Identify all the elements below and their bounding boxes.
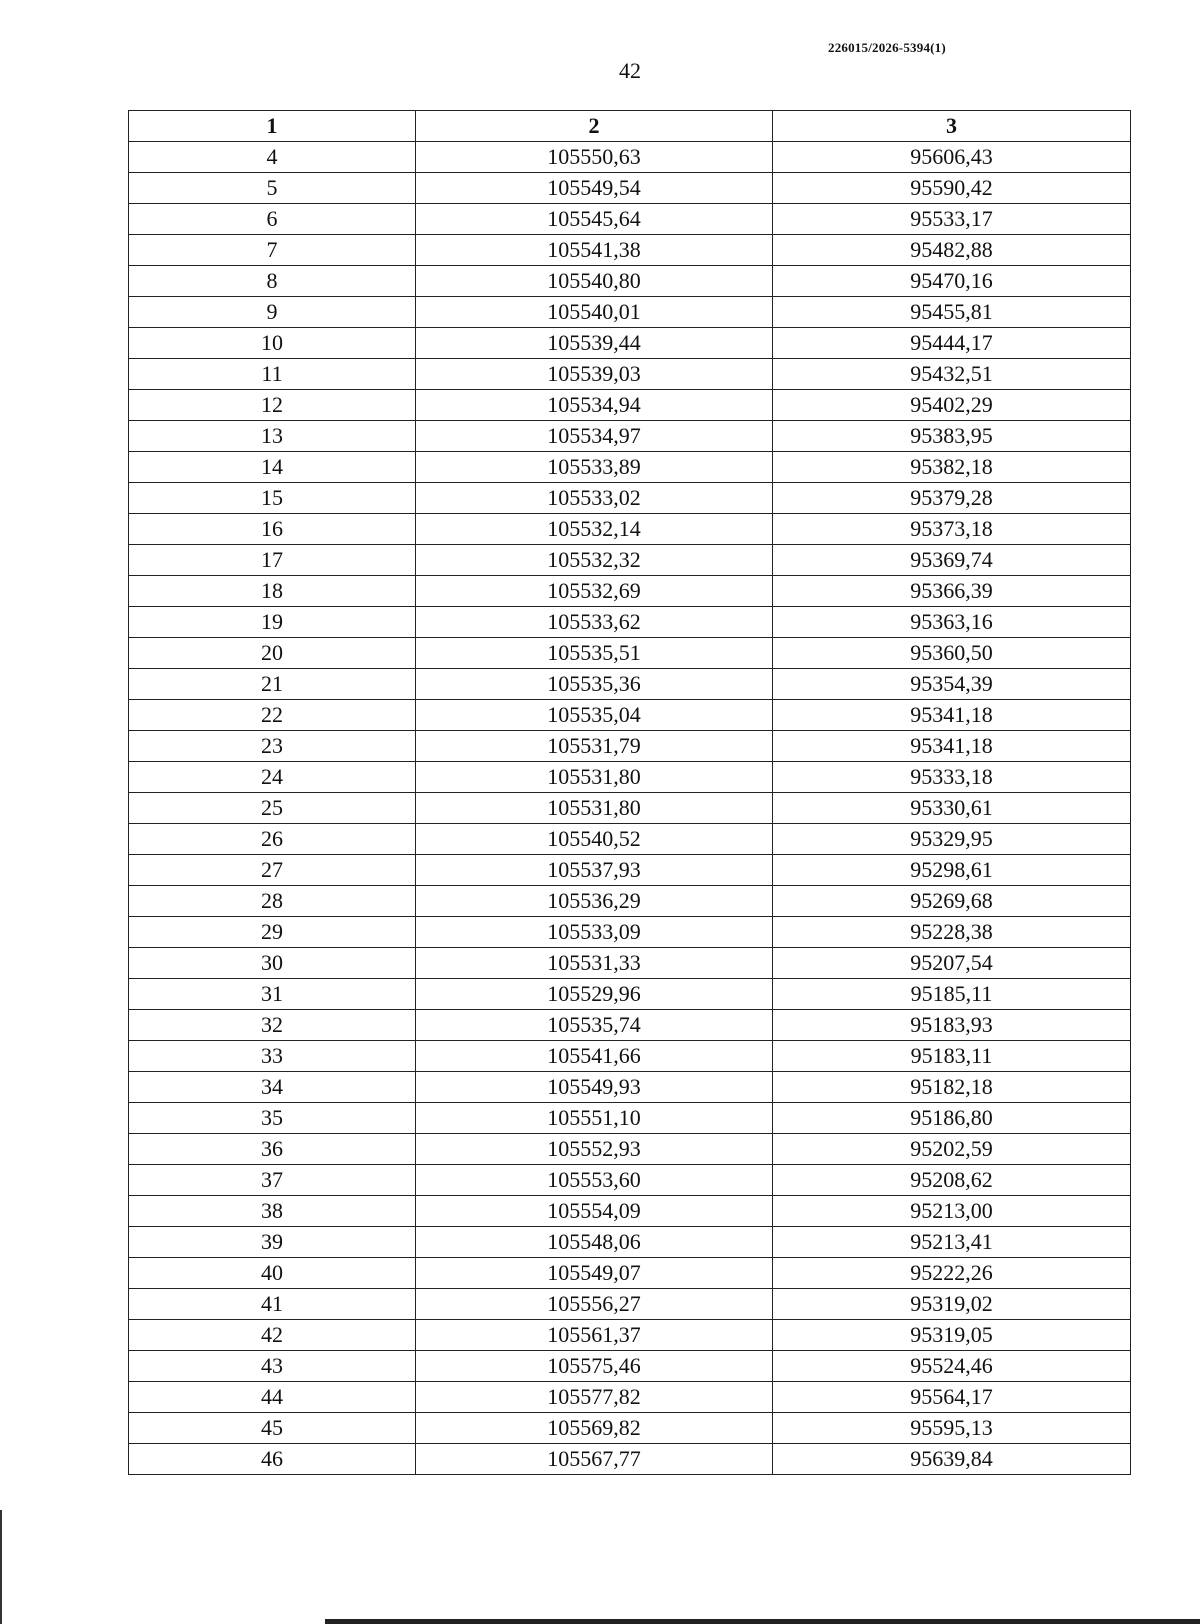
table-cell: 38 xyxy=(129,1196,416,1227)
column-header: 3 xyxy=(773,111,1131,142)
table-cell: 21 xyxy=(129,669,416,700)
table-row xyxy=(129,514,1131,545)
table-cell: 15 xyxy=(129,483,416,514)
table-cell: 105549,07 xyxy=(416,1258,773,1289)
table-row xyxy=(129,545,1131,576)
table-cell: 28 xyxy=(129,886,416,917)
table-cell: 7 xyxy=(129,235,416,266)
table-cell: 95213,00 xyxy=(773,1196,1131,1227)
table-row xyxy=(129,1351,1131,1382)
table-cell: 105539,44 xyxy=(416,328,773,359)
table-cell: 23 xyxy=(129,731,416,762)
table-row xyxy=(129,1444,1131,1475)
table-cell: 95360,50 xyxy=(773,638,1131,669)
table-cell: 46 xyxy=(129,1444,416,1475)
table-cell: 95354,39 xyxy=(773,669,1131,700)
table-cell: 95564,17 xyxy=(773,1382,1131,1413)
table-cell: 95379,28 xyxy=(773,483,1131,514)
column-header: 1 xyxy=(129,111,416,142)
table-cell: 95363,16 xyxy=(773,607,1131,638)
coordinates-table xyxy=(128,110,1131,1475)
table-row xyxy=(129,762,1131,793)
table-row xyxy=(129,328,1131,359)
table-cell: 13 xyxy=(129,421,416,452)
table-cell: 39 xyxy=(129,1227,416,1258)
table-cell: 16 xyxy=(129,514,416,545)
table-row xyxy=(129,142,1131,173)
table-cell: 105535,74 xyxy=(416,1010,773,1041)
table-cell: 105539,03 xyxy=(416,359,773,390)
table-cell: 12 xyxy=(129,390,416,421)
table-cell: 6 xyxy=(129,204,416,235)
scan-bottom-border xyxy=(325,1619,1200,1624)
table-cell: 36 xyxy=(129,1134,416,1165)
table-row xyxy=(129,948,1131,979)
table-row xyxy=(129,793,1131,824)
table-cell: 24 xyxy=(129,762,416,793)
table-cell: 18 xyxy=(129,576,416,607)
table-cell: 95524,46 xyxy=(773,1351,1131,1382)
table-row xyxy=(129,204,1131,235)
table-cell: 105540,52 xyxy=(416,824,773,855)
table-cell: 95341,18 xyxy=(773,700,1131,731)
table-cell: 26 xyxy=(129,824,416,855)
table-row xyxy=(129,979,1131,1010)
table-cell: 95186,80 xyxy=(773,1103,1131,1134)
table-row xyxy=(129,1134,1131,1165)
table-cell: 95444,17 xyxy=(773,328,1131,359)
table-row xyxy=(129,1258,1131,1289)
table-cell: 10 xyxy=(129,328,416,359)
table-cell: 9 xyxy=(129,297,416,328)
table-cell: 20 xyxy=(129,638,416,669)
table-row xyxy=(129,1227,1131,1258)
table-cell: 8 xyxy=(129,266,416,297)
table-cell: 31 xyxy=(129,979,416,1010)
table-cell: 95183,11 xyxy=(773,1041,1131,1072)
table-cell: 95366,39 xyxy=(773,576,1131,607)
table-cell: 105535,04 xyxy=(416,700,773,731)
table-row xyxy=(129,1320,1131,1351)
table-row xyxy=(129,917,1131,948)
table-cell: 105531,80 xyxy=(416,762,773,793)
table-cell: 19 xyxy=(129,607,416,638)
table-cell: 105536,29 xyxy=(416,886,773,917)
table-cell: 95213,41 xyxy=(773,1227,1131,1258)
table-cell: 105556,27 xyxy=(416,1289,773,1320)
table-cell: 105533,09 xyxy=(416,917,773,948)
table-cell: 105551,10 xyxy=(416,1103,773,1134)
column-header: 2 xyxy=(416,111,773,142)
table-cell: 105540,01 xyxy=(416,297,773,328)
table-cell: 95329,95 xyxy=(773,824,1131,855)
table-row xyxy=(129,700,1131,731)
table-cell: 105554,09 xyxy=(416,1196,773,1227)
table-row xyxy=(129,421,1131,452)
table-cell: 95383,95 xyxy=(773,421,1131,452)
table-cell: 105569,82 xyxy=(416,1413,773,1444)
table-cell: 95182,18 xyxy=(773,1072,1131,1103)
table-cell: 11 xyxy=(129,359,416,390)
table-cell: 43 xyxy=(129,1351,416,1382)
table-cell: 32 xyxy=(129,1010,416,1041)
document-id: 226015/2026-5394(1) xyxy=(828,40,946,55)
table-cell: 105529,96 xyxy=(416,979,773,1010)
table-cell: 41 xyxy=(129,1289,416,1320)
table-cell: 105550,63 xyxy=(416,142,773,173)
table-cell: 95208,62 xyxy=(773,1165,1131,1196)
table-cell: 95269,68 xyxy=(773,886,1131,917)
table-row xyxy=(129,1196,1131,1227)
table-row xyxy=(129,669,1131,700)
table-cell: 35 xyxy=(129,1103,416,1134)
table-cell: 37 xyxy=(129,1165,416,1196)
table-cell: 105533,02 xyxy=(416,483,773,514)
table-cell: 95341,18 xyxy=(773,731,1131,762)
table-cell: 95330,61 xyxy=(773,793,1131,824)
table-cell: 17 xyxy=(129,545,416,576)
table-cell: 95373,18 xyxy=(773,514,1131,545)
table-cell: 95432,51 xyxy=(773,359,1131,390)
table-cell: 105537,93 xyxy=(416,855,773,886)
table-cell: 95207,54 xyxy=(773,948,1131,979)
table-body xyxy=(129,142,1131,1475)
table-cell: 95533,17 xyxy=(773,204,1131,235)
table-header-row xyxy=(129,111,1131,142)
table-row xyxy=(129,1041,1131,1072)
table-cell: 105575,46 xyxy=(416,1351,773,1382)
table-cell: 95319,05 xyxy=(773,1320,1131,1351)
table-row xyxy=(129,1103,1131,1134)
table-cell: 105532,32 xyxy=(416,545,773,576)
table-cell: 30 xyxy=(129,948,416,979)
table-cell: 95369,74 xyxy=(773,545,1131,576)
table-cell: 5 xyxy=(129,173,416,204)
table-row xyxy=(129,235,1131,266)
table-cell: 34 xyxy=(129,1072,416,1103)
table-cell: 25 xyxy=(129,793,416,824)
table-cell: 45 xyxy=(129,1413,416,1444)
table-row xyxy=(129,886,1131,917)
table-row xyxy=(129,1382,1131,1413)
table-cell: 105535,51 xyxy=(416,638,773,669)
table-cell: 95455,81 xyxy=(773,297,1131,328)
table-cell: 105531,79 xyxy=(416,731,773,762)
table-row xyxy=(129,1010,1131,1041)
table-cell: 29 xyxy=(129,917,416,948)
table-cell: 95639,84 xyxy=(773,1444,1131,1475)
table-cell: 105545,64 xyxy=(416,204,773,235)
table-row xyxy=(129,266,1131,297)
table-cell: 95228,38 xyxy=(773,917,1131,948)
table-cell: 95590,42 xyxy=(773,173,1131,204)
table-cell: 105567,77 xyxy=(416,1444,773,1475)
table-row xyxy=(129,483,1131,514)
table-row xyxy=(129,173,1131,204)
table-cell: 44 xyxy=(129,1382,416,1413)
table-row xyxy=(129,607,1131,638)
table-cell: 105552,93 xyxy=(416,1134,773,1165)
table-cell: 105534,94 xyxy=(416,390,773,421)
table-row xyxy=(129,1072,1131,1103)
table-cell: 95202,59 xyxy=(773,1134,1131,1165)
table-row xyxy=(129,390,1131,421)
table-row xyxy=(129,824,1131,855)
table-cell: 33 xyxy=(129,1041,416,1072)
table-cell: 95183,93 xyxy=(773,1010,1131,1041)
table-cell: 105540,80 xyxy=(416,266,773,297)
scan-edge-mark xyxy=(0,1510,2,1624)
table-cell: 4 xyxy=(129,142,416,173)
table-cell: 105561,37 xyxy=(416,1320,773,1351)
table-row xyxy=(129,297,1131,328)
table-cell: 40 xyxy=(129,1258,416,1289)
table-row xyxy=(129,452,1131,483)
table-cell: 105553,60 xyxy=(416,1165,773,1196)
table-cell: 105531,33 xyxy=(416,948,773,979)
table-cell: 95382,18 xyxy=(773,452,1131,483)
table-cell: 95606,43 xyxy=(773,142,1131,173)
table-row xyxy=(129,1165,1131,1196)
table-cell: 105532,69 xyxy=(416,576,773,607)
table-cell: 27 xyxy=(129,855,416,886)
table-cell: 105535,36 xyxy=(416,669,773,700)
table-cell: 105533,89 xyxy=(416,452,773,483)
table-cell: 95402,29 xyxy=(773,390,1131,421)
table-cell: 105548,06 xyxy=(416,1227,773,1258)
table-cell: 95298,61 xyxy=(773,855,1131,886)
table-cell: 105541,66 xyxy=(416,1041,773,1072)
table-row xyxy=(129,576,1131,607)
table-row xyxy=(129,855,1131,886)
table-cell: 105549,93 xyxy=(416,1072,773,1103)
table-cell: 105531,80 xyxy=(416,793,773,824)
table-cell: 95482,88 xyxy=(773,235,1131,266)
table-cell: 105549,54 xyxy=(416,173,773,204)
table-row xyxy=(129,638,1131,669)
table-cell: 14 xyxy=(129,452,416,483)
table-cell: 95595,13 xyxy=(773,1413,1131,1444)
table-cell: 105532,14 xyxy=(416,514,773,545)
table-row xyxy=(129,1289,1131,1320)
table-cell: 95222,26 xyxy=(773,1258,1131,1289)
page-number: 42 xyxy=(619,58,641,83)
table-row xyxy=(129,1413,1131,1444)
table-cell: 105541,38 xyxy=(416,235,773,266)
table-cell: 105577,82 xyxy=(416,1382,773,1413)
table-cell: 95470,16 xyxy=(773,266,1131,297)
table-cell: 42 xyxy=(129,1320,416,1351)
table-cell: 95333,18 xyxy=(773,762,1131,793)
table-row xyxy=(129,731,1131,762)
table-cell: 95319,02 xyxy=(773,1289,1131,1320)
table-cell: 105534,97 xyxy=(416,421,773,452)
table-cell: 105533,62 xyxy=(416,607,773,638)
table-cell: 22 xyxy=(129,700,416,731)
table-cell: 95185,11 xyxy=(773,979,1131,1010)
table-row xyxy=(129,359,1131,390)
